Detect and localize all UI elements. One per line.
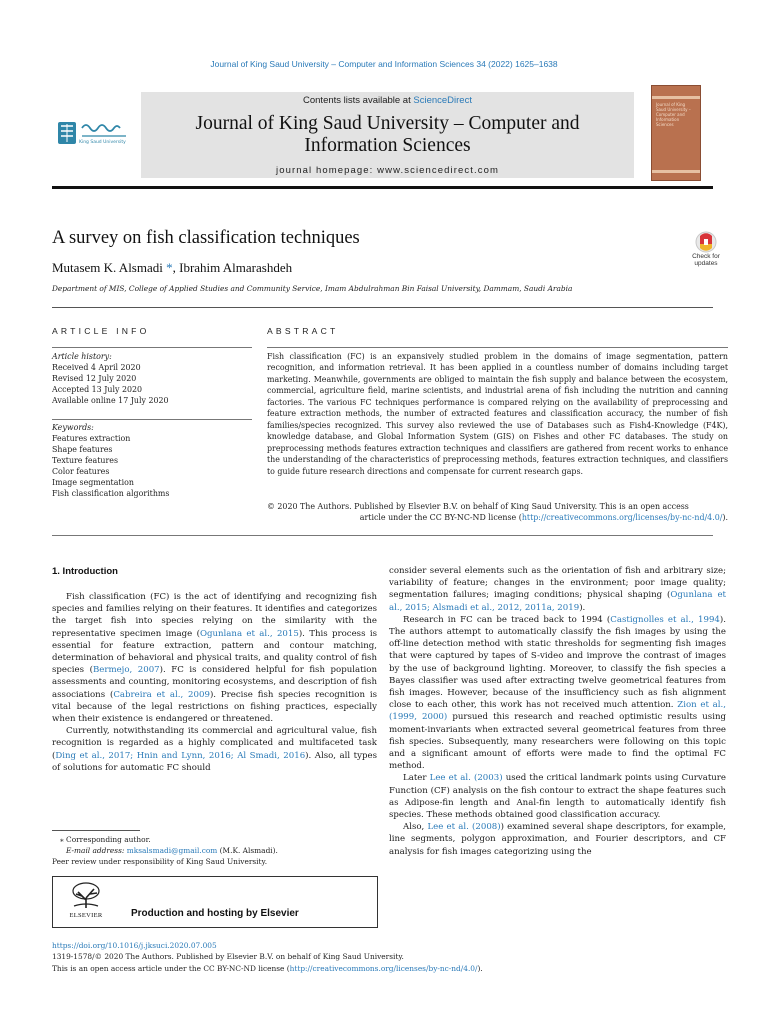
keyword-item: Color features xyxy=(52,467,110,476)
body-paragraph xyxy=(389,772,726,821)
author-separator: , xyxy=(172,260,180,275)
corresponding-author-mark[interactable]: * xyxy=(166,260,173,275)
publication-footer xyxy=(52,940,732,974)
article-info-heading: ARTICLE INFO xyxy=(52,326,150,336)
body-text: Currently, notwithstanding its commercial and agricultural value, fish recognition is regarded as a highly complicated and multifaceted task ( xyxy=(52,726,377,761)
journal-title xyxy=(141,113,634,157)
abstract-rule xyxy=(267,347,728,348)
section-rule xyxy=(52,307,713,308)
body-text: ). xyxy=(579,602,586,613)
body-text: ). The authors attempt to automatically classify the fish images by using the off-line detection method with static thresholds for segmenting fish images that were captured by tapes of S-video and improve the contrast of images by the use of background lighting. Moreover, to classify the fish species a Bayes classifier was used after extracting twelve geometrical features from fish images. However, because of the insufficiency such as fish alignment close to each other, this work has not received much attention. xyxy=(389,614,726,711)
sciencedirect-link[interactable]: ScienceDirect xyxy=(413,95,472,106)
body-text: pursued this research and reached optimistic results using moment-invariants when extracted several geometrical features from three fish species. Subsequently, many researchers were following on this topic and a significant amount of efforts were made to find the optimal FC method. xyxy=(389,712,726,772)
email-label: E-mail address: xyxy=(66,846,127,855)
body-text: Research in FC can be traced back to 1994 ( xyxy=(403,614,611,625)
body-text: ). FC is considered helpful for fish population assessments and counting, monitoring ecosystems, and description of fish associations ( xyxy=(52,665,378,700)
license-suffix: ). xyxy=(722,513,728,522)
citation-link[interactable]: Cabreira et al., 2009 xyxy=(113,689,210,700)
body-column-right xyxy=(389,565,726,858)
citation-link[interactable]: Ogunlana et al., 2015; Alsmadi et al., 2012, 2011a, 2019 xyxy=(389,590,727,613)
footer-license-suffix: ). xyxy=(477,963,483,973)
contents-prefix: Contents lists available at xyxy=(303,95,414,106)
journal-citation-link[interactable]: Journal of King Saud University – Computer and Information Sciences 34 (2022) 1625–1638 xyxy=(210,59,558,69)
license-link[interactable]: http://creativecommons.org/licenses/by-nc-nd/4.0/ xyxy=(521,513,723,522)
keyword-item: Shape features xyxy=(52,445,113,454)
issn-line: 1319-1578/© 2020 The Authors. Published by Elsevier B.V. on behalf of King Saud University. xyxy=(52,952,404,962)
section-heading-introduction: 1. Introduction xyxy=(52,566,118,577)
contents-line xyxy=(141,95,634,106)
footer-license-line xyxy=(52,963,732,974)
email-note xyxy=(52,845,382,856)
cover-title: Journal of King Saud University – Computer and Information Sciences xyxy=(656,102,691,127)
body-text: Also, xyxy=(403,822,428,833)
peer-review-note: Peer review under responsibility of King Saud University. xyxy=(52,857,268,866)
body-column-left xyxy=(52,591,377,774)
header-rule xyxy=(52,186,713,189)
abstract-license xyxy=(267,512,728,523)
body-paragraph xyxy=(389,614,726,773)
citation-link[interactable]: Lee et al. (2003) xyxy=(429,773,503,784)
footnote-rule xyxy=(52,830,140,831)
article-history-label: Article history: xyxy=(52,352,112,361)
keyword-item: Features extraction xyxy=(52,434,131,443)
ksu-logo xyxy=(52,92,132,178)
journal-cover-thumbnail[interactable] xyxy=(651,85,701,181)
body-text: ) examined several shape descriptors, for example, line segments, polygon approximation, and Fourier descriptors, and CF analysis for fish images categorizing using the xyxy=(389,822,727,857)
citation-link[interactable]: Castignolles et al., 1994 xyxy=(610,614,720,625)
keyword-item: Fish classification algorithms xyxy=(52,489,170,498)
abstract-body: Fish classification (FC) is an expansively studied problem in the domains of image segmentation, pattern recognition, and information retrieval. It has been applied in a countless number of domains including target marketing. Meanwhile, governments are obliged to maintain the fish supply and balance between the ecosystem, commercial, agriculture field, marine scientists, and industrial arena of fish including the nutrition and canning factories. The various FC techniques performance is compared relying on the availability of preprocessing and feature extraction methods, the number of extracted features and classification accuracy, the number of fish families/species recognized. This survey also reviewed the use of Databases such as Fish4-Knowledge (F4K), knowledge database, and Global Information System (GIS) on Fishes and other FC databases. The study on preprocessing methods features extraction techniques and classifiers are gathered from recent works to enhance the understanding of the characteristics of preprocessing methods, features extraction techniques, and classifiers to guide future research directions and compensate for current research gaps. xyxy=(267,352,728,476)
ksu-logo-icon xyxy=(52,92,132,178)
body-paragraph xyxy=(52,725,377,774)
journal-title-line2: Information Sciences xyxy=(304,135,471,156)
homepage-url-link[interactable]: www.sciencedirect.com xyxy=(377,165,499,176)
footnotes xyxy=(52,834,382,867)
history-entry: Received 4 April 2020 xyxy=(52,363,141,372)
author-name[interactable]: Mutasem K. Alsmadi xyxy=(52,260,163,275)
author-list xyxy=(52,260,292,276)
ksu-logo-english: King Saud University xyxy=(79,140,126,145)
citation-link[interactable]: Ding et al., 2017; Hnin and Lynn, 2016; Al Smadi, 2016 xyxy=(55,750,306,761)
journal-title-line1: Journal of King Saud University – Computer and xyxy=(195,113,580,134)
author-name[interactable]: Ibrahim Almarashdeh xyxy=(179,260,293,275)
article-info-rule xyxy=(52,419,252,420)
body-paragraph xyxy=(52,591,377,725)
keywords-list xyxy=(52,422,252,499)
check-for-updates-label[interactable] xyxy=(683,253,729,267)
license-prefix: article under the CC BY-NC-ND license ( xyxy=(359,513,522,522)
citation-link[interactable]: Bermejo, 2007 xyxy=(92,665,160,676)
citation-link[interactable]: Ogunlana et al., 2015 xyxy=(199,628,299,639)
keywords-label: Keywords: xyxy=(52,423,94,432)
abstract-copyright: © 2020 The Authors. Published by Elsevier B.V. on behalf of King Saud University. This is an open access xyxy=(267,502,689,511)
cover-stripe xyxy=(652,170,700,173)
homepage-prefix: journal homepage: xyxy=(276,165,378,176)
email-suffix: (M.K. Alsmadi). xyxy=(217,846,278,855)
keyword-item: Image segmentation xyxy=(52,478,134,487)
citation-link[interactable]: Zion et al., (1999, 2000) xyxy=(389,700,726,723)
check-for-updates-line2: updates xyxy=(694,260,718,267)
article-info-rule xyxy=(52,347,252,348)
journal-homepage-line xyxy=(141,165,634,176)
body-text: ). Also, all types of solutions for automatic FC should xyxy=(52,750,377,773)
section-rule xyxy=(52,535,713,536)
footer-license-prefix: This is an open access article under the CC BY-NC-ND license ( xyxy=(52,963,290,973)
history-entry: Accepted 13 July 2020 xyxy=(52,385,143,394)
history-entry: Revised 12 July 2020 xyxy=(52,374,137,383)
keyword-item: Texture features xyxy=(52,456,119,465)
body-text: used the critical landmark points using Curvature Function (CF) analysis on the fish contour to extract the shape features such as Adipose-fin length and Anal-fin length to automatically identify fish species. These methods obtained good classification accuracy. xyxy=(389,773,727,821)
email-link[interactable]: mksalsmadi@gmail.com xyxy=(126,846,218,855)
production-hosting-text: Production and hosting by Elsevier xyxy=(131,908,299,919)
citation-link[interactable]: Lee et al. (2008) xyxy=(427,822,501,833)
body-text: Later xyxy=(403,773,430,784)
article-title: A survey on fish classification techniques xyxy=(52,228,360,248)
cover-stripe xyxy=(652,96,700,99)
history-entry: Available online 17 July 2020 xyxy=(52,396,169,405)
abstract-heading: ABSTRACT xyxy=(267,326,339,336)
author-affiliation: Department of MIS, College of Applied Studies and Community Service, Imam Abdulrahman Bin Faisal University, Dammam, Saudi Arabia xyxy=(52,284,573,293)
doi-link[interactable]: https://doi.org/10.1016/j.jksuci.2020.07.005 xyxy=(52,941,217,950)
body-text: consider several elements such as the orientation of fish and arbitrary size; variability of feature; changes in the environment; poor image quality; segmentation failures; imaging conditions; physical shaping ( xyxy=(389,566,726,601)
article-history xyxy=(52,351,252,406)
check-for-updates-line1: Check for xyxy=(692,253,720,260)
elsevier-logo-label: ELSEVIER xyxy=(69,912,103,919)
body-paragraph xyxy=(389,565,726,614)
body-paragraph xyxy=(389,821,726,858)
body-text: Fish classification (FC) is the act of identifying and recognizing fish species and families relying on their features. It identifies and categorizes the target fish into species relying on the similarity with the representative specimen image ( xyxy=(52,592,377,639)
footer-license-link[interactable]: http://creativecommons.org/licenses/by-nc-nd/4.0/ xyxy=(289,963,478,973)
body-text: ). This process is essential for feature extraction, pattern and contour matching, determination of behavioral and physical traits, and quality control of fish species ( xyxy=(52,628,377,676)
corresponding-author-note: ⁎ Corresponding author. xyxy=(60,835,151,844)
body-text: ). Precise fish species recognition is vital because of the legal restrictions on fishing practices, especially when their existence is endangered or threatened. xyxy=(52,689,377,725)
